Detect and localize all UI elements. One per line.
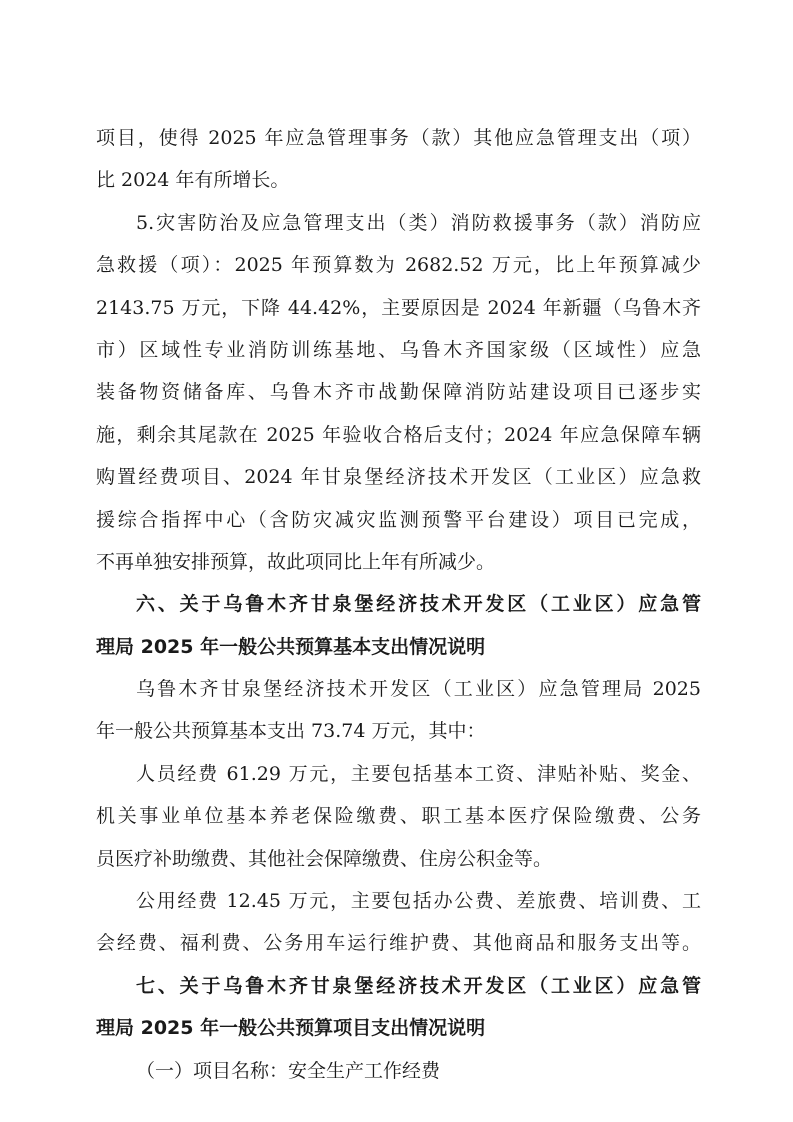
text-line-17: 机关事业单位基本养老保险缴费、职工基本医疗保险缴费、公务 [96,805,701,828]
text-line-3: 5.灾害防治及应急管理支出（类）消防救援事务（款）消防应 [136,211,701,234]
text-line-2: 比 2024 年有所增长。 [96,169,290,192]
text-line-1: 项目，使得 2025 年应急管理事务（款）其他应急管理支出（项） [96,127,701,149]
text-line-15: 年一般公共预算基本支出 73.74 万元，其中： [96,720,486,743]
text-line-19: 公用经费 12.45 万元，主要包括办公费、差旅费、培训费、工 [136,890,701,913]
section-heading-6-line-2: 理局 2025 年一般公共预算基本支出情况说明 [96,635,486,658]
text-line-7: 装备物资储备库、乌鲁木齐市战勤保障消防站建设项目已逐步实 [96,381,701,404]
section-heading-7-line-2: 理局 2025 年一般公共预算项目支出情况说明 [96,1017,486,1040]
text-line-16: 人员经费 61.29 万元，主要包括基本工资、津贴补贴、奖金、 [136,762,701,785]
document-page [96,117,701,1092]
section-heading-7-line-1: 七、关于乌鲁木齐甘泉堡经济技术开发区（工业区）应急管 [136,974,701,997]
text-line-18: 员医疗补助缴费、其他社会保障缴费、住房公积金等。 [96,847,553,870]
text-line-6: 市）区域性专业消防训练基地、乌鲁木齐国家级（区域性）应急 [96,338,701,361]
text-line-8: 施，剩余其尾款在 2025 年验收合格后支付；2024 年应急保障车辆 [96,423,701,446]
text-line-14: 乌鲁木齐甘泉堡经济技术开发区（工业区）应急管理局 2025 [136,678,701,701]
text-line-5: 2143.75 万元，下降 44.42%，主要原因是 2024 年新疆（乌鲁木齐 [96,296,701,319]
text-line-4: 急救援（项）：2025 年预算数为 2682.52 万元，比上年预算减少 [96,254,701,277]
text-line-9: 购置经费项目、2024 年甘泉堡经济技术开发区（工业区）应急救 [96,466,701,489]
text-line-20: 会经费、福利费、公务用车运行维护费、其他商品和服务支出等。 [96,932,701,955]
text-line-11: 不再单独安排预算，故此项同比上年有所减少。 [96,550,496,573]
subsection-title: （一）项目名称：安全生产工作经费 [136,1059,441,1082]
text-line-10: 援综合指挥中心（含防灾减灾监测预警平台建设）项目已完成， [96,508,701,531]
section-heading-6-line-1: 六、关于乌鲁木齐甘泉堡经济技术开发区（工业区）应急管 [136,593,701,616]
